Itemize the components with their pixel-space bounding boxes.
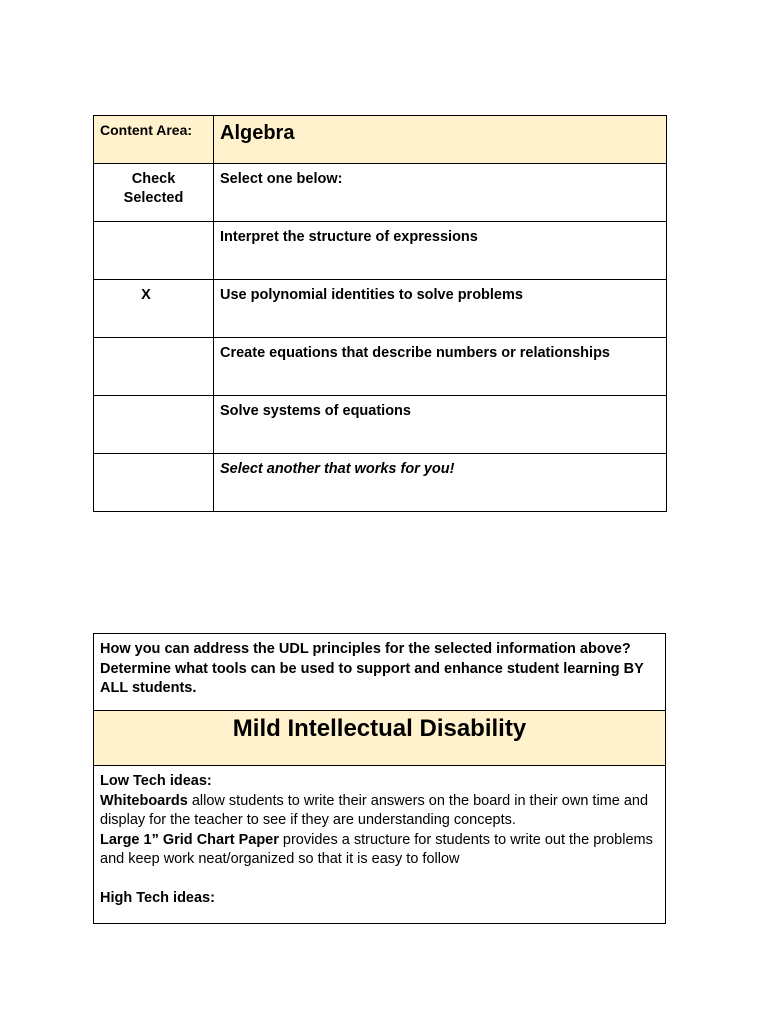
prompt-row (94, 634, 666, 711)
whiteboards-text: allow students to write their answers on the board in their own time and display for the teacher to see if they are understanding concepts. (100, 792, 649, 828)
option-row[interactable] (94, 454, 667, 512)
option-row[interactable] (94, 396, 667, 454)
option-text: Create equations that describe numbers or relationships (214, 338, 667, 396)
content-area-value: Algebra (214, 116, 667, 164)
option-text: Interpret the structure of expressions (214, 222, 667, 280)
grid-paper-text: provides a structure for students to write out the problems and keep work neat/organized so that it is easy to follow (100, 831, 653, 867)
disability-row (94, 711, 666, 766)
grid-paper-idea (100, 831, 659, 870)
whiteboards-idea (100, 792, 659, 831)
high-tech-heading: High Tech ideas: (100, 890, 215, 906)
content-area-row (94, 116, 667, 164)
whiteboards-label: Whiteboards (100, 792, 188, 809)
option-row[interactable] (94, 338, 667, 396)
grid-paper-label: Large 1” Grid Chart Paper (100, 831, 279, 848)
check-mark: X (141, 287, 151, 303)
option-check-cell[interactable] (94, 280, 214, 338)
option-check-cell[interactable] (94, 222, 214, 280)
option-text: Solve systems of equations (214, 396, 667, 454)
ideas-cell (94, 766, 666, 924)
disability-title: Mild Intellectual Disability (94, 711, 666, 766)
option-text-other: Select another that works for you! (214, 454, 667, 512)
low-tech-heading: Low Tech ideas: (100, 773, 212, 789)
content-area-table (93, 115, 667, 512)
udl-prompt: How you can address the UDL principles for the selected information above? Determine what tools can be used to support and enhance student learning BY ALL students. (94, 634, 666, 711)
select-one-header: Select one below: (214, 164, 667, 222)
ideas-row (94, 766, 666, 924)
header-row (94, 164, 667, 222)
option-row[interactable] (94, 280, 667, 338)
option-check-cell[interactable] (94, 454, 214, 512)
content-area-label: Content Area: (94, 116, 214, 164)
option-check-cell[interactable] (94, 396, 214, 454)
check-selected-header: Check Selected (94, 164, 214, 222)
option-text: Use polynomial identities to solve problems (214, 280, 667, 338)
option-check-cell[interactable] (94, 338, 214, 396)
udl-table (93, 633, 666, 924)
option-row[interactable] (94, 222, 667, 280)
spacer (100, 870, 659, 890)
